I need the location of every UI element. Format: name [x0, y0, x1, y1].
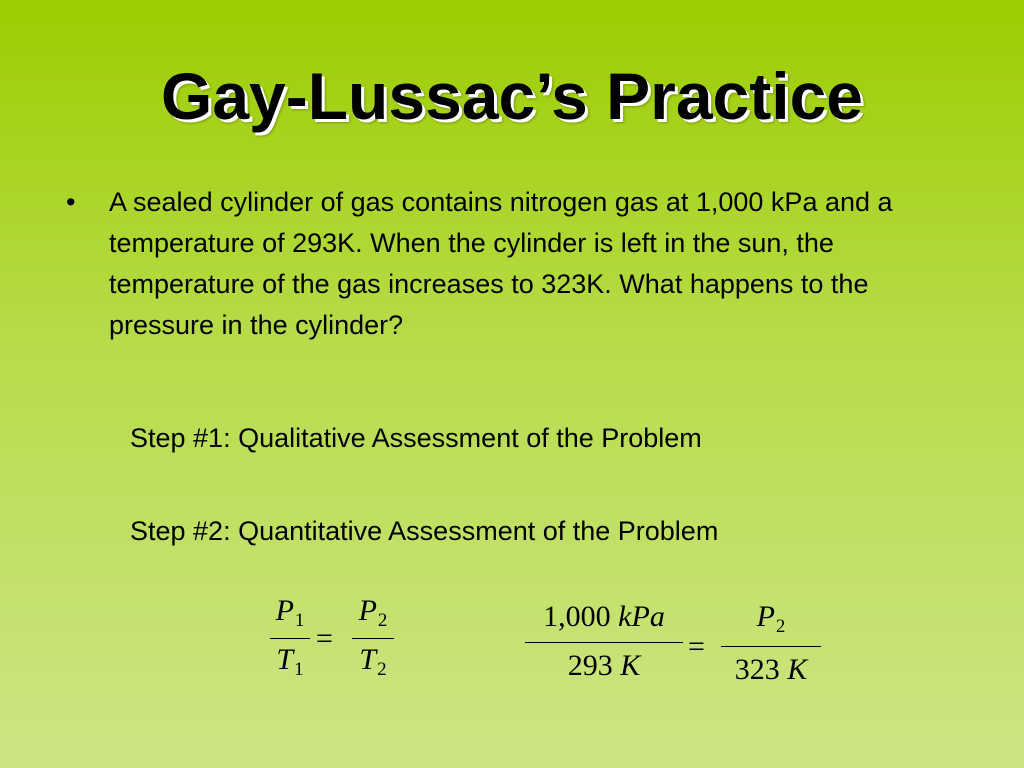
step-2-text: Step #2: Quantitative Assessment of the Problem — [130, 516, 719, 546]
fraction-unknown — [721, 600, 821, 687]
fraction-p1-t1 — [270, 594, 310, 681]
final-temperature: 323 K — [734, 653, 808, 686]
fraction-bar — [721, 646, 821, 647]
denominator-t1: $T_1$ — [276, 643, 304, 680]
fraction-p2-t2 — [352, 594, 394, 681]
slide-title: Gay-Lussac’s Practice — [161, 59, 863, 133]
numerator-p2: $P_2$ — [358, 594, 388, 631]
final-pressure: $P_2$ — [756, 600, 786, 637]
denominator-t2: $T_2$ — [359, 643, 387, 680]
step-1-text: Step #1: Qualitative Assessment of the Problem — [130, 423, 702, 453]
substituted-equation — [525, 600, 825, 700]
initial-temperature: 293 K — [567, 649, 641, 682]
equals-sign: = — [688, 630, 705, 663]
problem-statement: A sealed cylinder of gas contains nitrogen gas at 1,000 kPa and a temperature of 293K. When the cylinder is left in the sun, the temperature of the gas increases to 323K. What happens to the pressure in the cylinder? — [109, 187, 893, 340]
fraction-bar — [352, 638, 394, 639]
initial-pressure: 1,000 kPa — [543, 600, 665, 633]
bullet-item — [66, 182, 946, 346]
numerator-p1: $P_1$ — [275, 594, 305, 631]
equals-sign: = — [316, 622, 333, 655]
bullet-marker: • — [66, 187, 76, 217]
fraction-given — [525, 600, 683, 683]
fraction-bar — [270, 638, 310, 639]
fraction-bar — [525, 642, 683, 643]
gay-lussac-formula — [270, 594, 400, 704]
